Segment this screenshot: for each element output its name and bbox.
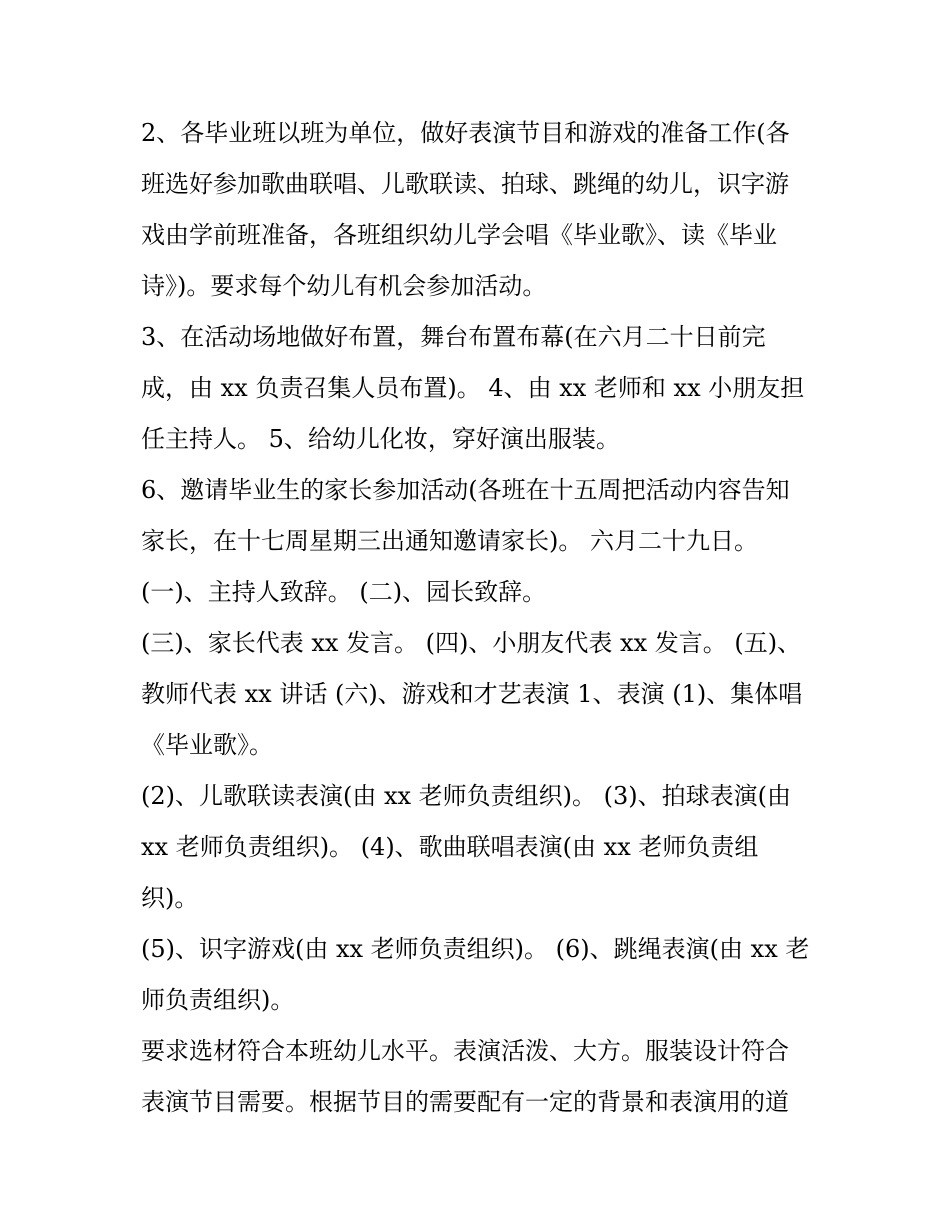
- text-line: 班选好参加歌曲联唱、儿歌联读、拍球、跳绳的幼儿，识字游: [141, 170, 789, 198]
- text-line: 任主持人。 5、给幼儿化妆，穿好演出服装。: [141, 425, 620, 453]
- text-line: 表演节目需要。根据节目的需要配有一定的背景和表演用的道: [141, 1088, 789, 1116]
- text-line: 戏由学前班准备，各班组织幼儿学会唱《毕业歌》、读《毕业: [141, 221, 777, 249]
- text-line: 2、各毕业班以班为单位，做好表演节目和游戏的准备工作(各: [141, 119, 790, 147]
- text-line: 成，由 xx 负责召集人员布置)。 4、由 xx 老师和 xx 小朋友担: [141, 374, 805, 402]
- text-line: (一)、主持人致辞。 (二)、园长致辞。: [141, 578, 547, 606]
- text-line: 家长，在十七周星期三出通知邀请家长)。 六月二十九日。: [141, 527, 758, 555]
- text-line: 教师代表 xx 讲话 (六)、游戏和才艺表演 1、表演 (1)、集体唱: [141, 680, 803, 708]
- text-line: 要求选材符合本班幼儿水平。表演活泼、大方。服装设计符合: [141, 1037, 789, 1065]
- text-line: 3、在活动场地做好布置，舞台布置布幕(在六月二十日前完: [141, 323, 766, 351]
- text-line: 6、邀请毕业生的家长参加活动(各班在十五周把活动内容告知: [141, 476, 790, 504]
- text-line: (三)、家长代表 xx 发言。 (四)、小朋友代表 xx 发言。 (五)、: [141, 629, 802, 657]
- text-line: xx 老师负责组织)。 (4)、歌曲联唱表演(由 xx 老师负责组: [141, 833, 759, 861]
- text-line: 师负责组织)。: [141, 986, 295, 1014]
- text-line: 诗》)。要求每个幼儿有机会参加活动。: [141, 272, 547, 300]
- text-line: 织)。: [141, 884, 199, 912]
- text-line: (5)、识字游戏(由 xx 老师负责组织)。 (6)、跳绳表演(由 xx 老: [141, 935, 810, 963]
- text-line: 《毕业歌》。: [141, 731, 273, 759]
- text-line: (2)、儿歌联读表演(由 xx 老师负责组织)。 (3)、拍球表演(由: [141, 782, 792, 810]
- document-body: [141, 108, 821, 1128]
